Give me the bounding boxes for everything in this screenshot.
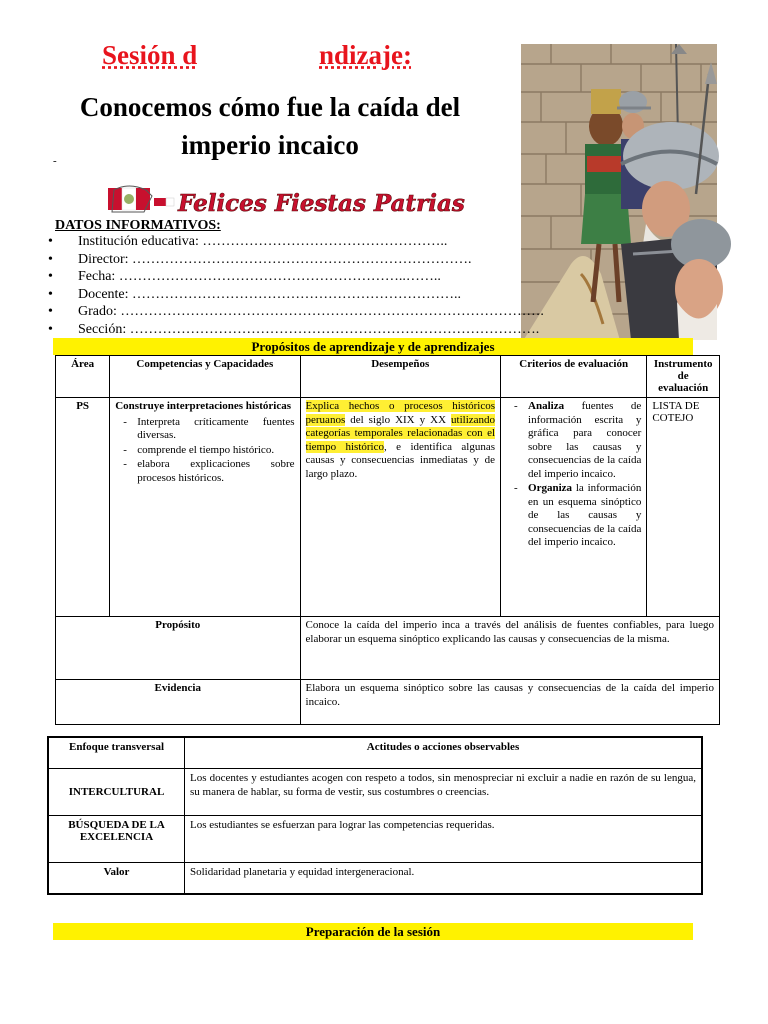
enfoque-label: BÚSQUEDA DE LA EXCELENCIA — [48, 816, 185, 863]
session-title-left: Sesión d — [102, 40, 198, 70]
preparacion-bar: Preparación de la sesión — [53, 923, 693, 940]
enfoques-table — [47, 736, 703, 895]
evidencia-label: Evidencia — [56, 680, 301, 725]
enfoque-text: Solidaridad planetaria y equidad intergeneracional. — [185, 863, 703, 895]
table-row — [48, 769, 702, 816]
list-item: • Docente: …………………………………………………………….. — [48, 286, 462, 302]
session-title-right: ndizaje: — [319, 40, 412, 70]
list-item: - Organiza la información en un esquema sinóptico de las causas y consecuencias de la caída del imperio incaico. — [528, 482, 641, 550]
stray-mark: - — [53, 155, 57, 167]
instrumento-cell: LISTA DE COTEJO — [647, 398, 720, 617]
criterios-cell — [501, 398, 647, 617]
table-row — [56, 680, 720, 725]
competencias-cell — [110, 398, 300, 617]
fiestas-patrias-banner — [104, 182, 465, 222]
table-header-row — [56, 356, 720, 398]
banner-text: Felices Fiestas Patrias — [178, 190, 465, 217]
proposito-label: Propósito — [56, 617, 301, 680]
enfoque-label: Valor — [48, 863, 185, 895]
capacidades-list — [115, 416, 294, 486]
enfoque-text: Los estudiantes se esfuerzan para lograr las competencias requeridas. — [185, 816, 703, 863]
header-instrumento: Instrumento de evaluación — [647, 356, 720, 398]
proposito-text: Conoce la caída del imperio inca a través del análisis de fuentes confiables, para luego elaborar un esquema sinóptico explicando las causas y consecuencias de la misma. — [300, 617, 719, 680]
table-row — [56, 617, 720, 680]
list-item: - comprende el tiempo histórico. — [137, 444, 294, 458]
desempeno-highlight-2: utilizando categorías temporales relacionadas con el tiempo histórico — [305, 413, 496, 453]
header-actitudes: Actitudes o acciones observables — [185, 737, 703, 769]
datos-informativos-title: DATOS INFORMATIVOS: — [55, 218, 221, 233]
desempeno-cell: Explica hechos o procesos históricos peruanos del siglo XIX y XX utilizando categorías temporales relacionadas con el tiempo histórico, e identifica algunas causas y consecuencias inmediatas y de largo plazo. — [300, 398, 501, 617]
header-enfoque: Enfoque transversal — [48, 737, 185, 769]
list-item: • Grado: ………………………………………………………………………………. — [48, 304, 544, 319]
field-seccion: Sección: ……………………………………………………………………………. — [78, 321, 540, 337]
field-grado: Grado: ………………………………………………………………………………. — [78, 304, 544, 319]
list-item: • Fecha: ……………………………………………………..…….. — [48, 269, 441, 284]
session-title — [102, 40, 462, 74]
conquest-illustration-icon — [521, 44, 717, 340]
field-director: Director: ………………………………………………………………. — [78, 251, 472, 267]
list-item: - Interpreta críticamente fuentes diversas. — [137, 416, 294, 443]
criterios-list — [506, 400, 641, 550]
table-header-row — [48, 737, 702, 769]
enfoque-label: INTERCULTURAL — [48, 769, 185, 816]
datos-list — [48, 233, 544, 338]
list-item: • Director: ………………………………………………………………. — [48, 251, 472, 267]
field-docente: Docente: …………………………………………………………….. — [78, 286, 462, 302]
propositos-table — [55, 355, 720, 725]
page-title: Conocemos cómo fue la caída del imperio incaico — [79, 92, 461, 160]
evidencia-text: Elabora un esquema sinóptico sobre las causas y consecuencias de la caída del imperio incaico. — [300, 680, 719, 725]
list-item: - Analiza fuentes de información escrita y gráfica para conocer sobre las causas y consecuencias de la caída del imperio incaico. — [528, 400, 641, 481]
field-fecha: Fecha: ……………………………………………………..…….. — [78, 269, 441, 284]
header-desempenos: Desempeños — [300, 356, 501, 398]
enfoque-text: Los docentes y estudiantes acogen con respeto a todos, sin menospreciar ni excluir a nadie en razón de su lengua, su manera de hablar, su forma de vestir, sus costumbres o creencias. — [185, 769, 703, 816]
list-item: - elabora explicaciones sobre procesos históricos. — [137, 458, 294, 485]
field-institucion: Institución educativa: …………………………………………….. — [78, 234, 448, 249]
table-row — [48, 863, 702, 895]
header-competencias: Competencias y Capacidades — [110, 356, 300, 398]
list-item: • Institución educativa: …………………………………………….. — [48, 234, 448, 249]
competencia-name: Construye interpretaciones históricas — [115, 400, 291, 412]
table-row — [56, 398, 720, 617]
desempeno-highlight-1: Explica hechos o procesos históricos peruanos — [305, 400, 496, 426]
peru-flag-banner-icon — [104, 182, 465, 222]
propositos-bar: Propósitos de aprendizaje y de aprendizajes — [53, 338, 693, 355]
area-cell: PS — [56, 398, 110, 617]
list-item: • Sección: ……………………………………………………………………………. — [48, 321, 540, 337]
table-row — [48, 816, 702, 863]
header-criterios: Criterios de evaluación — [501, 356, 647, 398]
header-area: Área — [56, 356, 110, 398]
